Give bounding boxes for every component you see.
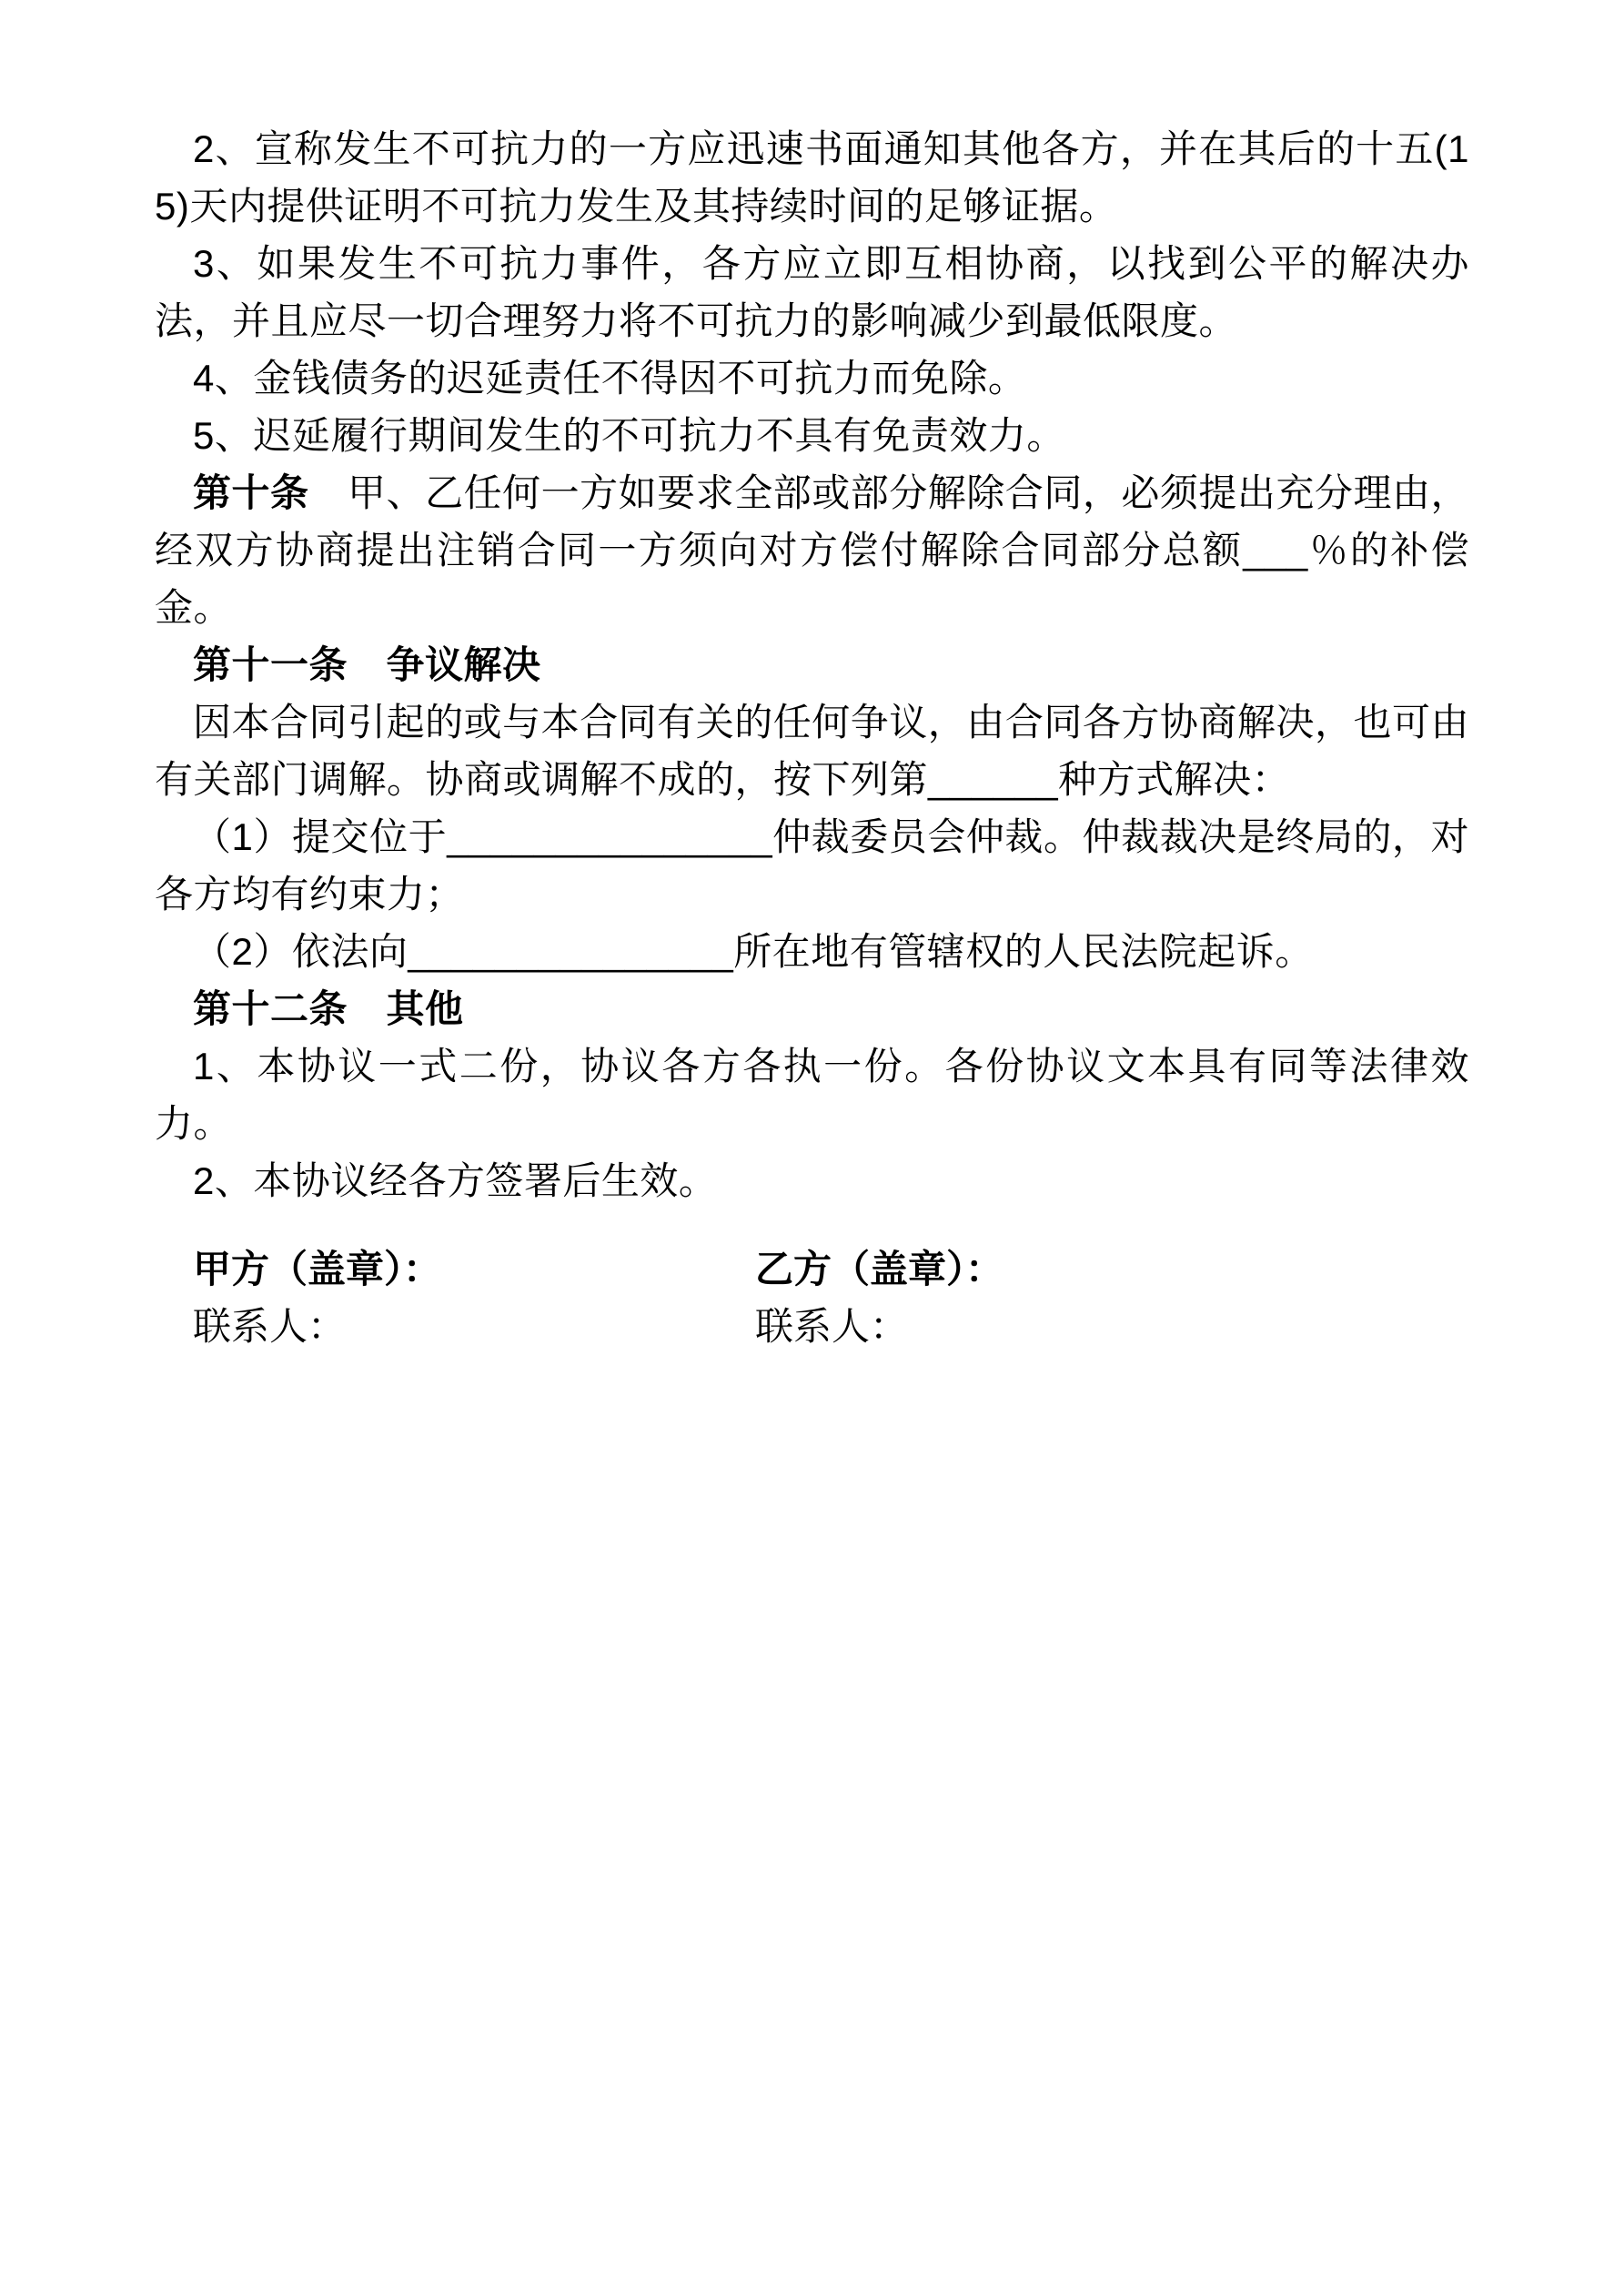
seal-row — [155, 1240, 1469, 1298]
para-force-majeure-consult — [155, 235, 1469, 349]
paragraph-text: （2）依法向_______________所在地有管辖权的人民法院起诉。 — [193, 930, 1314, 973]
heading-article-11-dispute — [155, 636, 1469, 693]
para-force-majeure-notice — [155, 120, 1469, 235]
heading-article-12-other — [155, 980, 1469, 1037]
party-b-contact-label: 联系人： — [755, 1305, 909, 1348]
paragraph-text: （1）提交位于_______________仲裁委员会仲裁。仲裁裁决是终局的，对各方均有约束力； — [155, 815, 1469, 915]
article-12-heading-label: 第十二条 其他 — [193, 987, 464, 1030]
para-article-10-termination — [155, 464, 1469, 636]
party-b-seal-label: 乙方（盖章）： — [755, 1248, 1004, 1290]
para-delayed-performance — [155, 407, 1469, 464]
paragraph-text: 4、金钱债务的迟延责任不得因不可抗力而免除。 — [193, 357, 1027, 400]
article-11-heading-label: 第十一条 争议解决 — [193, 643, 541, 686]
paragraph-text: 2、宣称发生不可抗力的一方应迅速书面通知其他各方，并在其后的十五(15)天内提供证明不可抗力发生及其持续时间的足够证据。 — [155, 127, 1469, 228]
contact-row — [155, 1298, 1469, 1355]
signature-block — [155, 1240, 1469, 1355]
para-dispute-resolution — [155, 693, 1469, 808]
para-counterparts — [155, 1037, 1469, 1152]
party-a-seal-label: 甲方（盖章）： — [193, 1248, 442, 1290]
paragraph-text: 甲、乙任何一方如要求全部或部分解除合同，必须提出充分理由，经双方协商提出注销合同一方须向对方偿付解除合同部分总额___％的补偿金。 — [155, 471, 1469, 629]
paragraph-text: 2、本协议经各方签署后生效。 — [193, 1159, 718, 1202]
party-a-contact-label: 联系人： — [193, 1305, 347, 1348]
para-court-option — [155, 923, 1469, 980]
paragraph-text: 5、迟延履行期间发生的不可抗力不具有免责效力。 — [193, 414, 1065, 457]
para-effectiveness — [155, 1152, 1469, 1209]
paragraph-text: 因本合同引起的或与本合同有关的任何争议，由合同各方协商解决，也可由有关部门调解。协商或调解不成的，按下列第______种方式解决： — [155, 701, 1469, 801]
paragraph-text: 3、如果发生不可抗力事件，各方应立即互相协商，以找到公平的解决办法，并且应尽一切合理努力将不可抗力的影响减少到最低限度。 — [155, 242, 1469, 342]
para-arbitration-option — [155, 808, 1469, 923]
article-10-label: 第十条 — [193, 471, 309, 514]
paragraph-text: 1、本协议一式二份，协议各方各执一份。各份协议文本具有同等法律效力。 — [155, 1045, 1469, 1145]
para-monetary-debt — [155, 349, 1469, 407]
